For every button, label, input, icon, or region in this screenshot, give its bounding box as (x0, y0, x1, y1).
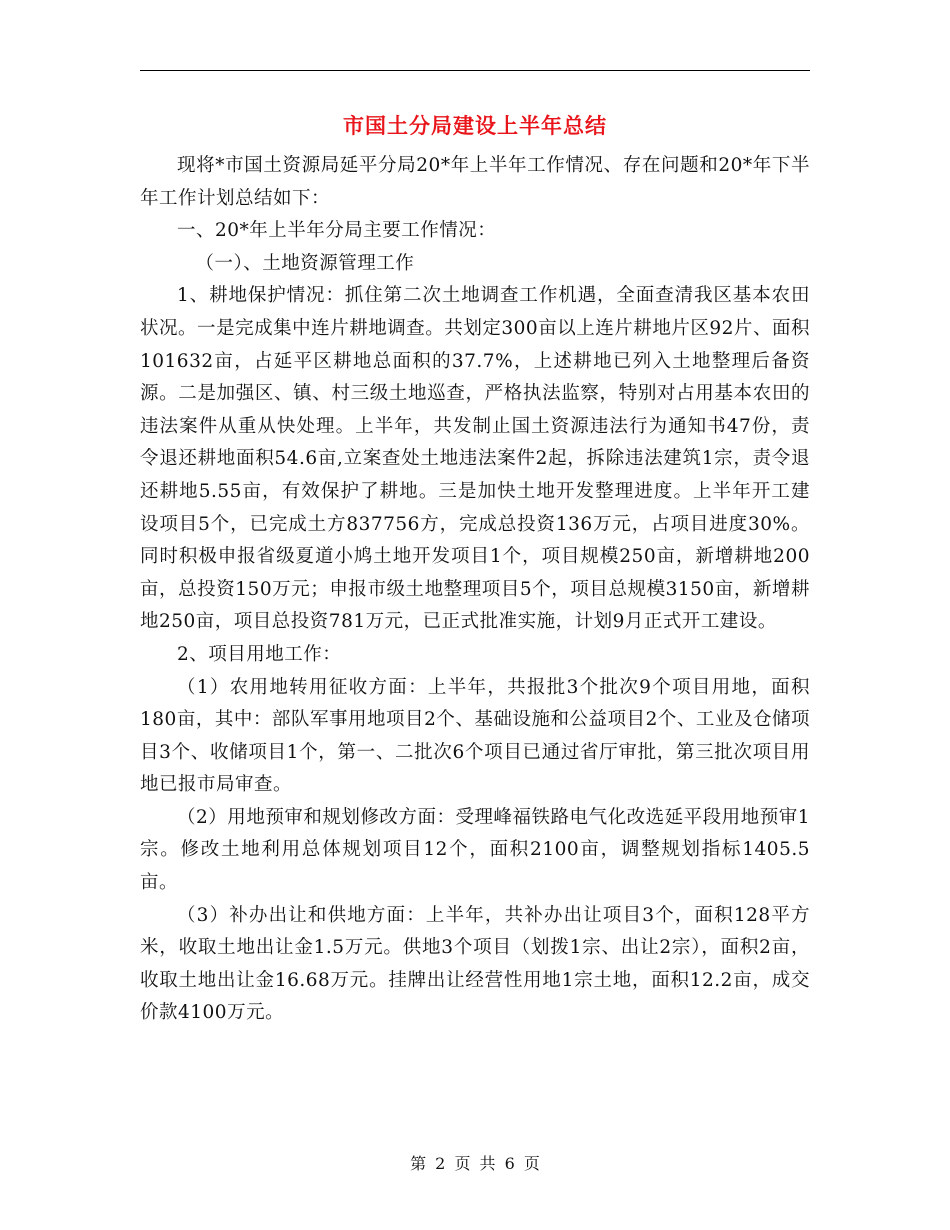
section-heading-1: 一、20*年上半年分局主要工作情况： (177, 220, 497, 242)
land-conversion-paragraph: （1）农用地转用征收方面：上半年，共报批3个批次9个项目用地，面积180亩，其中：部队军事用地项目2个、基础设施和公益项目2个、工业及仓储项目3个、收储项目1个，第一、二批次6个项目已通过省厅审批，第三批次项目用地已报市局审查。 (140, 676, 810, 796)
pre-review-paragraph: （2）用地预审和规划修改方面：受理峰福铁路电气化改选延平段用地预审1宗。修改土地利用总体规划项目12个，面积2100亩，调整规划指标1405.5亩。 (140, 806, 810, 894)
project-land-heading: 2、项目用地工作： (177, 643, 342, 665)
intro-paragraph: 现将*市国土资源局延平分局20*年上半年工作情况、存在问题和20*年下半年工作计划总结如下： (140, 155, 810, 209)
subsection-heading-1: （一）、土地资源管理工作 (195, 252, 415, 274)
header-rule (140, 70, 810, 71)
document-body (140, 150, 810, 1030)
farmland-protection-paragraph: 1、耕地保护情况：抓住第二次土地调查工作机遇，全面查清我区基本农田状况。一是完成集中连片耕地调查。共划定300亩以上连片耕地片区92片、面积101632亩，占延平区耕地总面积的37.7%，上述耕地已列入土地整理后备资源。二是加强区、镇、村三级土地巡查，严格执法监察，特别对占用基本农田的违法案件从重从快处理。上半年，共发制止国土资源违法行为通知书47份，责令退还耕地面积54.6亩,立案查处土地违法案件2起，拆除违法建筑1宗，责令退还耕地5.55亩，有效保护了耕地。三是加快土地开发整理进度。上半年开工建设项目5个，已完成土方837756方，完成总投资136万元，占项目进度30%。同时积极申报省级夏道小鸠土地开发项目1个，项目规模250亩，新增耕地200亩，总投资150万元；申报市级土地整理项目5个，项目总规模3150亩，新增耕地250亩，项目总投资781万元，已正式批准实施，计划9月正式开工建设。 (140, 285, 810, 633)
document-title: 市国土分局建设上半年总结 (343, 113, 607, 138)
land-supply-paragraph: （3）补办出让和供地方面：上半年，共补办出让项目3个，面积128平方米，收取土地出让金1.5万元。供地3个项目（划拨1宗、出让2宗），面积2亩，收取土地出让金16.68万元。挂牌出让经营性用地1宗土地，面积12.2亩，成交价款4100万元。 (140, 904, 810, 1024)
page-number-footer: 第 2 页 共 6 页 (410, 1154, 540, 1173)
